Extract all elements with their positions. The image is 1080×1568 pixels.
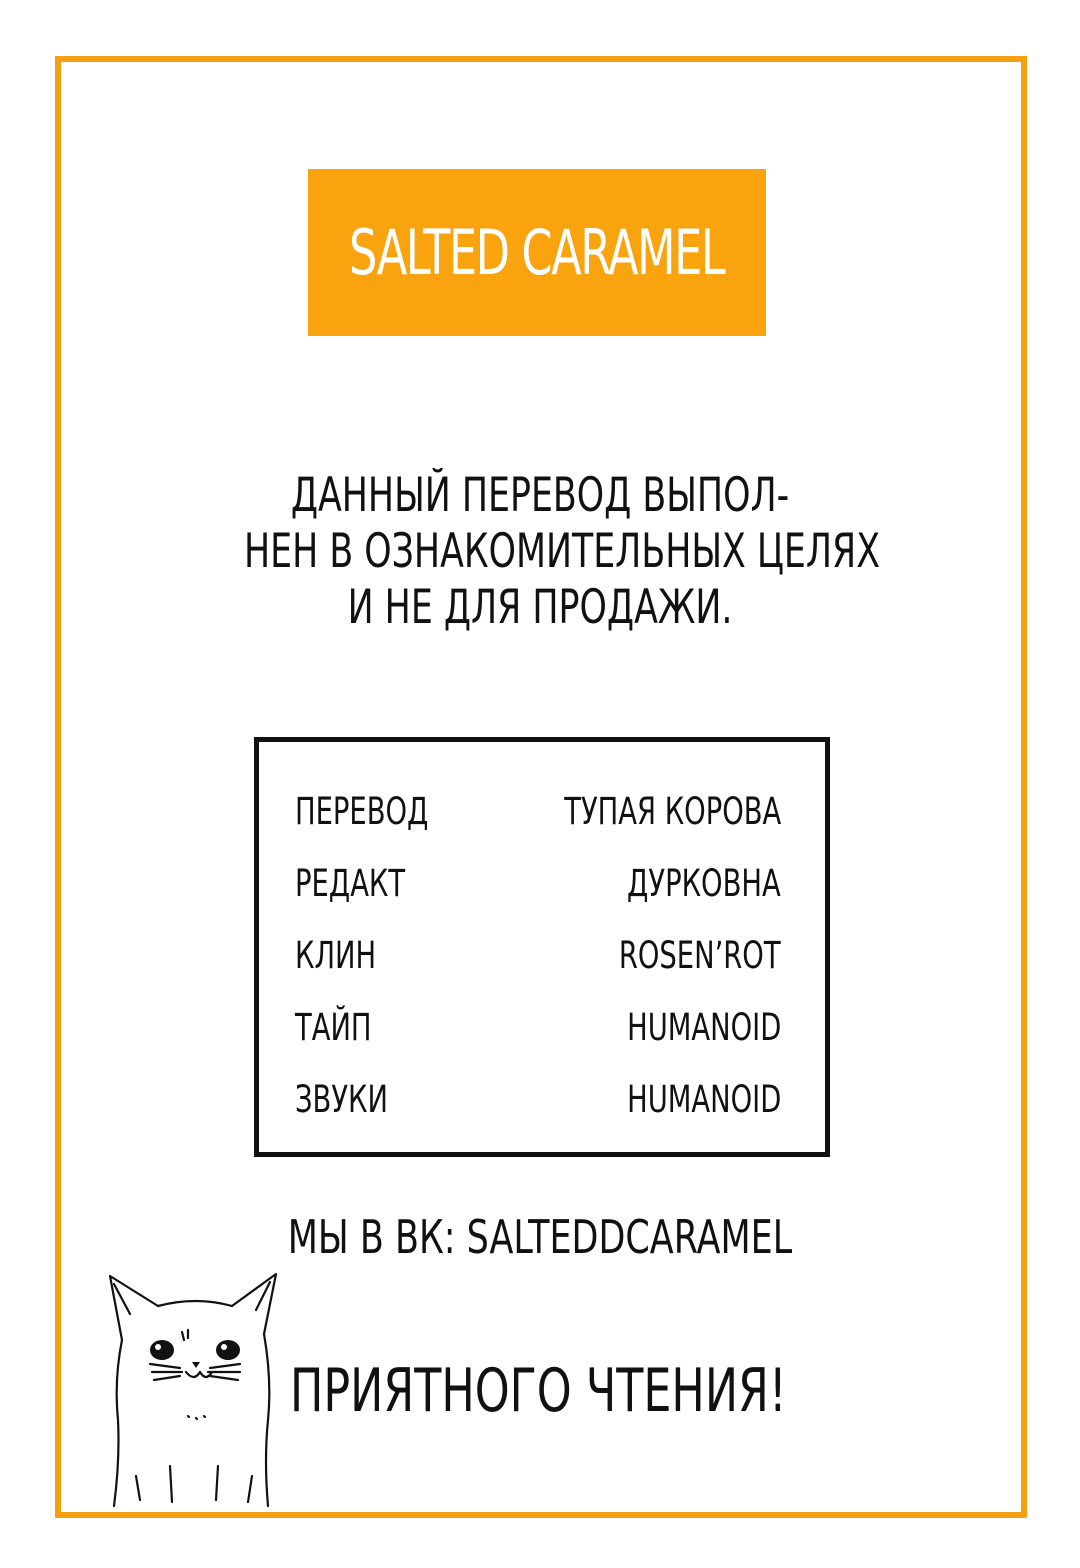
disclaimer-line: НЕН В ОЗНАКОМИТЕЛЬНЫХ ЦЕЛЯХ [244, 524, 881, 579]
banner-title: SALTED CARAMEL [349, 216, 725, 289]
credit-role: КЛИН [295, 933, 377, 977]
credit-name: ТУПАЯ КОРОВА [563, 789, 781, 833]
credit-role: ТАЙП [295, 1005, 372, 1049]
credit-row-translation [295, 786, 781, 836]
disclaimer-line: И НЕ ДЛЯ ПРОДАЖИ. [347, 580, 733, 635]
credit-row-typesetting [295, 1002, 781, 1052]
credits-box [254, 737, 830, 1157]
credit-role: ПЕРЕВОД [295, 789, 429, 833]
disclaimer-text [140, 468, 940, 636]
credit-name: HUMANOID [626, 1077, 781, 1121]
credit-row-cleaning [295, 930, 781, 980]
credit-role: ЗВУКИ [295, 1077, 388, 1121]
credit-name: HUMANOID [626, 1005, 781, 1049]
cat-drawing-icon [100, 1270, 290, 1508]
credit-name: ROSEN’ROT [619, 933, 781, 977]
disclaimer-line: ДАННЫЙ ПЕРЕВОД ВЫПОЛ- [290, 468, 790, 523]
credit-row-sounds [295, 1074, 781, 1124]
credit-role: РЕДАКТ [295, 861, 406, 905]
credit-row-editing [295, 858, 781, 908]
enjoy-reading-text: ПРИЯТНОГО ЧТЕНИЯ! [290, 1356, 787, 1426]
credit-name: ДУРКОВНА [627, 861, 781, 905]
vk-group-text: МЫ В ВК: SALTEDDCARAMEL [287, 1210, 793, 1264]
title-banner [308, 169, 766, 336]
